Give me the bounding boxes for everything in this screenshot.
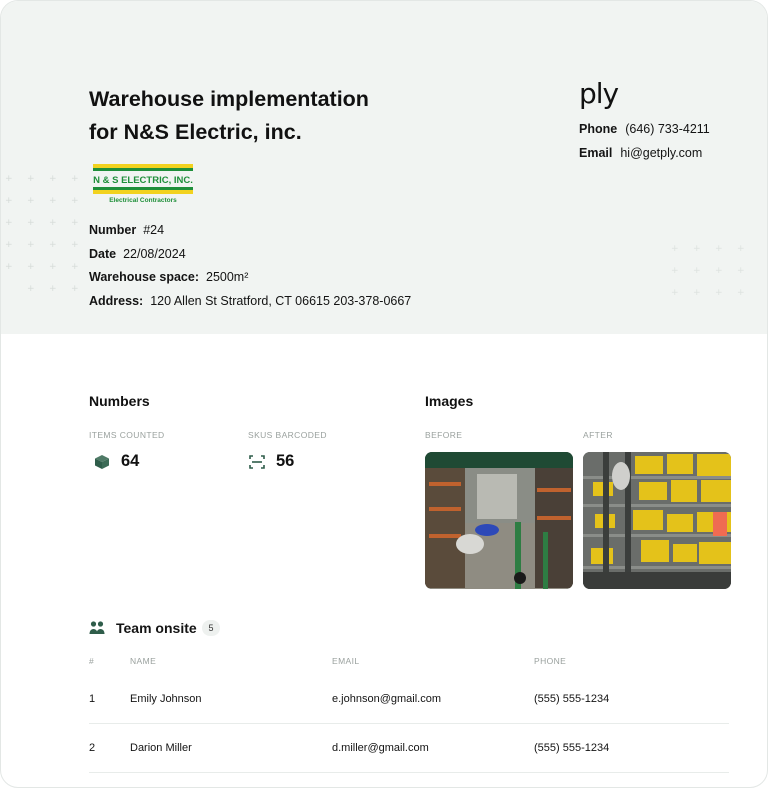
col-header-number: # <box>89 656 95 666</box>
row-name: Darion Miller <box>130 742 192 754</box>
svg-text:+: + <box>27 284 35 291</box>
svg-text:+: + <box>49 284 57 291</box>
after-photo[interactable] <box>583 452 731 589</box>
contact-email: Email hi@getply.com <box>579 145 703 160</box>
skus-barcoded-label: SKUS BARCODED <box>248 430 327 440</box>
box-icon <box>93 453 111 471</box>
svg-text:+: + <box>5 262 13 272</box>
col-header-phone: PHONE <box>534 656 567 666</box>
svg-text:+: + <box>693 244 701 254</box>
items-counted-stat <box>93 452 139 471</box>
after-label: AFTER <box>583 430 613 440</box>
svg-text:+: + <box>737 266 745 276</box>
svg-text:+: + <box>5 174 13 184</box>
report-title-line-1: Warehouse implementation <box>89 87 369 111</box>
row-email[interactable]: d.miller@gmail.com <box>332 742 429 754</box>
svg-text:+: + <box>715 266 723 276</box>
svg-text:+: + <box>27 196 35 206</box>
report-meta <box>89 219 411 313</box>
row-number: 1 <box>89 693 96 705</box>
items-counted-value: 64 <box>121 452 140 470</box>
row-divider <box>89 772 729 773</box>
row-email[interactable]: e.johnson@gmail.com <box>332 693 441 705</box>
svg-text:+: + <box>71 284 79 291</box>
client-logo <box>93 164 195 206</box>
meta-address: Address: 120 Allen St Stratford, CT 06615 203-378-0667 <box>89 293 412 308</box>
contact-info <box>579 118 710 165</box>
team-title: Team onsite <box>116 620 197 636</box>
svg-text:+: + <box>693 266 701 276</box>
numbers-title: Numbers <box>89 393 150 409</box>
svg-text:+: + <box>71 218 79 228</box>
row-divider <box>89 723 729 724</box>
svg-text:+: + <box>5 240 13 250</box>
svg-text:+: + <box>49 262 57 272</box>
svg-text:+: + <box>715 244 723 254</box>
before-photo[interactable] <box>425 452 573 589</box>
svg-text:+: + <box>737 244 745 254</box>
meta-warehouse-space: Warehouse space: 2500m² <box>89 270 249 284</box>
items-counted-label: ITEMS COUNTED <box>89 430 165 440</box>
svg-text:+: + <box>27 240 35 250</box>
before-label: BEFORE <box>425 430 463 440</box>
svg-text:+: + <box>715 288 723 298</box>
svg-text:+: + <box>49 218 57 228</box>
decorative-dot-pattern-right <box>661 231 761 301</box>
skus-barcoded-value: 56 <box>276 452 295 470</box>
svg-text:+: + <box>27 174 35 184</box>
images-title: Images <box>425 393 474 409</box>
col-header-name: NAME <box>130 656 157 666</box>
svg-text:+: + <box>71 240 79 250</box>
meta-date: Date 22/08/2024 <box>89 246 186 261</box>
report-title-line-2: for N&S Electric, inc. <box>89 120 302 144</box>
svg-text:+: + <box>71 174 79 184</box>
row-number: 2 <box>89 742 96 754</box>
row-name: Emily Johnson <box>130 693 202 705</box>
svg-text:+: + <box>49 196 57 206</box>
svg-text:N & S ELECTRIC, INC.: N & S ELECTRIC, INC. <box>93 175 193 186</box>
report-title <box>89 83 429 149</box>
meta-number: Number #24 <box>89 223 165 237</box>
row-phone: (555) 555-1234 <box>534 742 610 754</box>
svg-text:+: + <box>5 218 13 228</box>
skus-barcoded-stat <box>248 452 294 471</box>
svg-text:+: + <box>693 288 701 298</box>
row-phone: (555) 555-1234 <box>534 693 610 705</box>
svg-text:+: + <box>737 288 745 298</box>
svg-text:+: + <box>671 266 679 276</box>
svg-text:+: + <box>5 196 13 206</box>
svg-text:+: + <box>27 218 35 228</box>
svg-text:+: + <box>71 262 79 272</box>
contact-phone: Phone (646) 733-4211 <box>579 122 710 136</box>
team-icon <box>89 620 105 636</box>
col-header-email: EMAIL <box>332 656 360 666</box>
team-count-badge: 5 <box>202 620 220 636</box>
decorative-dot-pattern <box>1 151 91 291</box>
svg-text:+: + <box>27 262 35 272</box>
svg-text:+: + <box>71 196 79 206</box>
brand-logo: ply <box>579 77 619 110</box>
svg-text:+: + <box>49 240 57 250</box>
svg-text:+: + <box>671 288 679 298</box>
svg-text:Electrical Contractors: Electrical Contractors <box>109 197 177 204</box>
report-header <box>1 1 767 334</box>
barcode-scan-icon <box>248 453 266 471</box>
svg-text:+: + <box>671 244 679 254</box>
svg-text:+: + <box>49 174 57 184</box>
